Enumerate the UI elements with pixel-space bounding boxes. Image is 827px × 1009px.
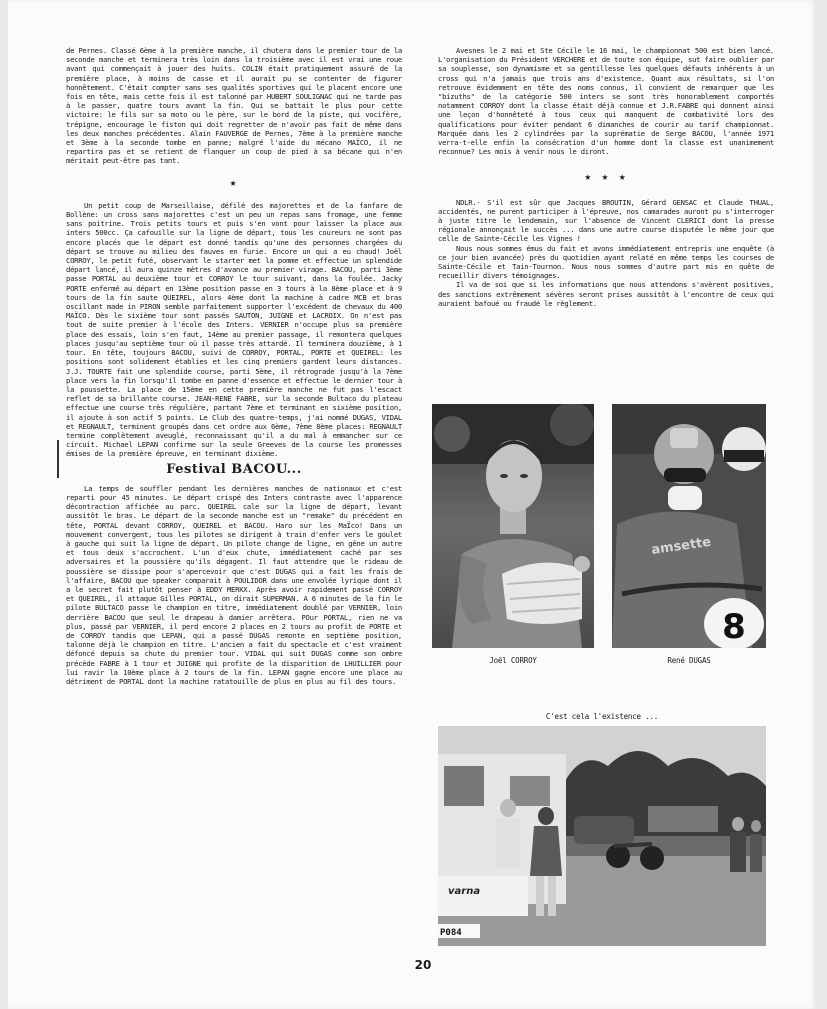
number-plate-text: 8 [722,607,746,647]
margin-mark [57,440,59,478]
jersey-text: amsette [650,534,713,558]
editor-note-paragraph: Il va de soi que si les informations que nous attendons s'avèrent positives, des sanctions extrêmement sévères seront prises aussitôt à l'encontre de ceux qui auraient bafoué ou fraudé le règlement. [438,280,774,308]
article-paragraph: Un petit coup de Marseillaise, défilé des majorettes et de la fanfare de Bollène: un cross sans majorettes c'est un peu un repas sans fromage, une femme sans poitrine. Trois petits tours et puis s'en vont pour laisser la place aux inters 500cc. Ça cafouille sur la ligne de départ, tous les coureurs ne sont pas encore placés que le départ est donné tandis qu'une des personnes chargées du départ se trouve au milieu des fauves en furie. Encore un qui a eu chaud! Joël CORROY, le petit futé, observant le starter met la pomme et effectue un splendide départ lancé, il aura quinze mètres d'avance au premier virage. BACOU, parti 3ème passe PORTAL au deuxième tour et CORROY le tour suivant, dans la foulée. Jacky PORTE enfermé au départ en 13ème position passe en 3 tours à la 8ème place et à 9 tours de la fin saute QUEIREL, alors 4ème dont la machine à cadre MCB et bras oscillant made in PIRON semble parfaitement supporter l'excédent de chevaux du 400 MAÏCO. Dès le sixième tour sont passés SAUTON, JUIGNE et LACROIX. On n'est pas tout de suite premier à l'école des Inters. VERNIER n'occupe plus sa première place des essais, loin s'en faut, 14ème au premier passage, il remontera quelques places jusqu'au septième tour où il passe très attardé. Il terminera douzième, à 1 tour. En tête, toujours BACOU, suivi de CORROY, PORTAL, PORTE et QUEIREL: les positions sont solidement établies et les cinq premiers gardent leurs distances. J.J. TOURTE fait une splendide course, parti 5ème, il rétrograde jusqu'à la 7ème place vers la fin lorsqu'il tombe en panne d'essence et effectue le dernier tour à la poussette. La place de 15ème en cette première manche ne fut pas l'escact reflet de sa brillante course. JEAN-RENE FABRE, sur la seconde Bultaco du plateau effectue une course très régulière, partant 7ème et terminant en sixième position, il ajoute à son actif 5 points. Le Club des quatre-temps, j'ai nommé DUGAS, VIDAL et REGNAULT, terminent groupés dans cet ordre aux 6ème, 7ème 8ème places: REGNAULT termine complètement aveuglé, reconnaissant qu'il a du mal à emmancher sur ce circuit. Michael LEPAN confirme sur la seule Greeves de la course les promesses émises de la première épreuve, en terminant dixième. [66,200,402,459]
photo-caption: C'est cela l'existence ... [545,712,659,721]
section-heading: Festival BACOU... [166,461,302,477]
article-paragraph: La temps de souffler pendant les dernières manches de nationaux et c'est reparti pour 45 minutes. Le départ crispé des Inters contraste avec l'apparence décontraction affichée au parc. QUEIREL cale sur la ligne de départ, levant aussitôt le bras. Le départ de la seconde manche est un "remake" du précédent en tête, PORTAL devant CORROY, QUEIREL et BACOU. Haro sur les MaÏco! Dans un mouvement convergent, tous les pilotes se dirigent à train d'enfer vers le goulet à gauche qui suit la ligne de départ. Un pilote change de ligne, en gêne un autre et tous deux s'accrochent. L'un d'eux chute, immédiatement caché par ses adversaires et la poussière qu'ils dégagent. Il faut attendre que le rideau de poussière se dissipe pour s'apercevoir que c'est DUGAS qui a fait les frais de l'affaire, BACOU que speaker comparait à POULIDOR dans une envolée lyrique dont il a le secret fait plutôt penser à EDDY MERKX. Après avoir rapidement passé CORROY et QUEIREL, il attaque Gilles PORTAL, on dirait SUPERMAN. A 6 minutes de la fin le pilote BULTACO passe le champion en titre, immédiatement doublé par VERNIER, loin derrière BACOU que seul le drapeau à damier arrêtera. POur PORTAL, rien ne va plus, passé par VERNIER, il perd encore 2 places en 2 tours au profit de PORTE et de CORROY tandis que LEPAN, qui a passé DUGAS remonte en septième position, talonne déjà le champion en titre. L'ancien a fait du spectacle et c'est vraiment défoncé depuis sa chute du premier tour. VIDAL qui suit DUGAS comme son ombre précède FABRE à 1 tour et JUIGNE qui profite de la disparition de LHUILLIER pour lui ravir la 10ème place à 2 tours de la fin. LEPAN gagne encore une place au détriment de PORTAL dont la machine ratatouille de plus en plus au fil des tours. [66,483,402,686]
photo-caption: Joël CORROY [489,656,537,665]
van-text: varna [448,886,481,897]
magazine-page [8,0,816,1009]
editor-note-paragraph: Nous nous sommes émus du fait et avons immédiatement entrepris une enquête (à ce jour bien avancée) près du quotidien ayant relaté en même temps les courses de Sainte-Cécile et Tain-Tournon. Nous nous sommes d'autre part mis en quête de recueillir divers témoignages. [438,243,774,281]
rider-portrait-image [432,404,594,648]
licence-plate-text: P084 [440,928,462,938]
page-number: 20 [414,958,432,972]
left-column [66,46,402,686]
photo-caption: René DUGAS [667,656,711,665]
article-paragraph: Avesnes le 2 mai et Ste Cécile le 16 mai, le championnat 500 est bien lancé. L'organisation du Président VERCHERE et de toute son équipe, sut faire oublier par sa souplesse, son dynamisme et sa gentillesse les quelques défauts inhérents à un cross qui n'a jamais que trois ans d'existence. Quant aux résultats, si l'on retrouve évidemment en tête des noms connus, il convient de remarquer que les "bizuths" de la catégorie 500 inters se sont très honorablement comportés notamment CORROY dont la classe était déjà connue et J.R.FABRE qui donnent ainsi une leçon d'honnêteté à tous ceux qui manquent de combativité lors des qualifications pour éviter pendant 6 dimanches de courir au tarif championnat. Marquée dans les 2 cylindrées par la suprématie de Serge BACOU, l'année 1971 verra-t-elle enfin la consécration d'un homme dont la classe est unanimement reconnue? Les mois à venir nous le diront. [438,46,774,157]
rider-helmet-image [612,404,766,648]
article-paragraph: de Pernes. Classé 6ème à la première manche, il chutera dans le premier tour de la seconde manche et terminera très loin dans la troisième avec il est vrai une roue avant qui commençait à jouer des huits. COLIN était pratiquement assuré de la première place, à moins de casse et il aurait pu se contenter de figurer honnêtement. C'était compter sans ses qualités sportives qui le placent encore une fois en tête, mais cette fois il est talonné par HUBERT SOULIGNAC qui ne tarde pas à le passer, quatre tours avant la fin. Qui se battait le plus pour cette victoire: le fils sur sa moto ou le père, sur le bord de la piste, qui vocifère, trépigne, encourage le fiston qui doit regretter de n'avoir pas fait de même dans les deux manches précédentes. Alain FAUVERGE de Pernes, 7ème à la première manche et 3ème à la seconde tombe en panne; malgré l'aide du mécano MAÏCO, il ne repartira pas et se retient de flanquer un coup de pied à sa bécane qui n'en méritait peut-être pas tant. [66,46,402,166]
photo-joel-corroy [432,404,594,648]
editor-note-paragraph: NDLR.- S'il est sûr que Jacques BROUTIN, Gérard GENSAC et Claude THUAL, accidentés, ne purent participer à l'épreuve, nos camarades auront pu s'interroger à juste titre le lendemain, sur l'absence de Vincent CLERICI dont la presse régionale annonçait le succès ... dans une autre course disputée le même jour que celle de Sainte-Cécile les Vignes ! [438,197,774,244]
section-separator-star: ★ [229,175,239,189]
right-column [438,46,774,308]
paddock-image [438,726,766,946]
section-separator-stars: ★ ★ ★ [584,170,628,184]
photo-paddock-scene [438,726,766,946]
photo-rene-dugas [612,404,766,648]
